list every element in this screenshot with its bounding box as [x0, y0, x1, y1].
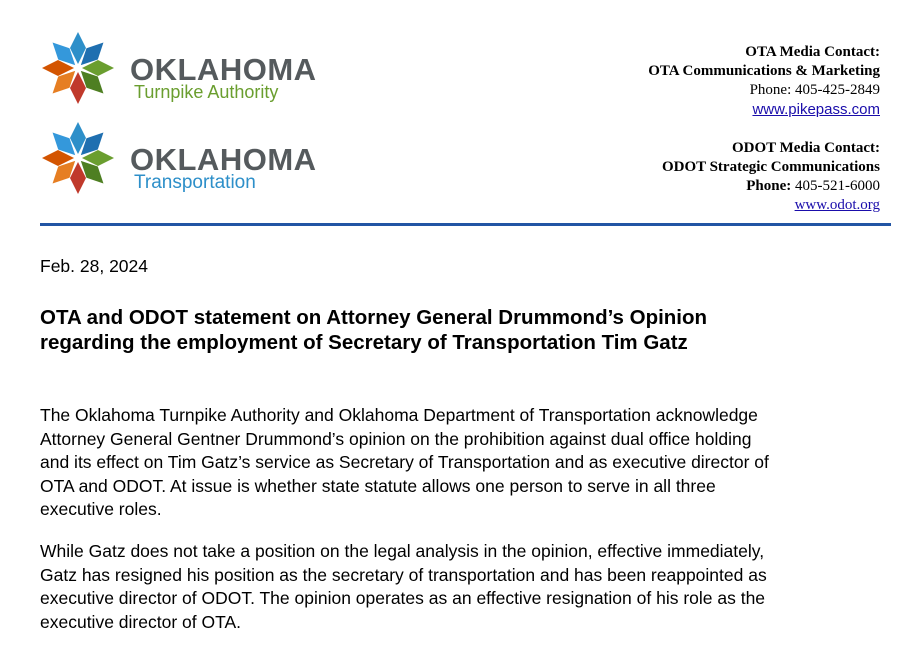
paragraph-line: Attorney General Gentner Drummond’s opinion on the prohibition against dual office holding: [40, 428, 752, 449]
ota-logo-title: OKLAHOMA: [130, 52, 317, 87]
ota-contact-heading: OTA Media Contact:: [745, 44, 880, 60]
ota-logo-subtitle: Turnpike Authority: [134, 82, 279, 102]
ota-contact-org: OTA Communications & Marketing: [648, 63, 880, 79]
body-paragraph-1: [40, 404, 890, 522]
headline: [40, 305, 880, 355]
odot-contact-heading: ODOT Media Contact:: [731, 140, 880, 156]
headline-line: regarding the employment of Secretary of Transportation Tim Gatz: [40, 331, 688, 354]
odot-link[interactable]: www.odot.org: [794, 197, 880, 213]
paragraph-line: Gatz has resigned his position as the secretary of transportation and has been reappointed as: [40, 564, 767, 585]
odot-phone-label: Phone:: [746, 178, 792, 194]
paragraph-line: executive director of OTA.: [40, 611, 242, 632]
odot-contact-phone-line: [662, 177, 880, 196]
ota-media-contact: [648, 43, 880, 120]
odot-phone-number: 405-521-6000: [795, 178, 880, 194]
release-date: Feb. 28, 2024: [40, 256, 148, 276]
odot-media-contact: [662, 139, 880, 215]
headline-line: OTA and ODOT statement on Attorney General Drummond’s Opinion: [40, 306, 708, 329]
paragraph-line: and its effect on Tim Gatz’s service as Secretary of Transportation and as executive director of: [40, 452, 769, 472]
paragraph-line: While Gatz does not take a position on the legal analysis in the opinion, effective immediately,: [40, 541, 765, 561]
ota-contact-phone-line: [648, 81, 880, 100]
paragraph-line: OTA and ODOT. At issue is whether state statute allows one person to serve in all three: [40, 475, 716, 496]
paragraph-line: The Oklahoma Turnpike Authority and Oklahoma Department of Transportation acknowledge: [40, 405, 758, 425]
ota-phone-label: Phone:: [749, 82, 792, 98]
odot-logo-subtitle: Transportation: [134, 172, 256, 193]
ota-logo: [38, 28, 328, 108]
header-divider: [40, 223, 891, 226]
odot-logo-title: OKLAHOMA: [130, 142, 317, 177]
body-paragraph-2: [40, 540, 890, 634]
odot-contact-org: ODOT Strategic Communications: [661, 159, 880, 175]
ota-phone-number: 405-425-2849: [795, 82, 880, 98]
pikepass-link[interactable]: www.pikepass.com: [752, 101, 880, 118]
odot-star-icon: [38, 118, 118, 198]
ota-star-icon: [38, 28, 118, 108]
paragraph-line: executive director of ODOT. The opinion operates as an effective resignation of his role as the: [40, 588, 766, 608]
odot-logo: [38, 118, 328, 198]
paragraph-line: executive roles.: [40, 499, 162, 519]
